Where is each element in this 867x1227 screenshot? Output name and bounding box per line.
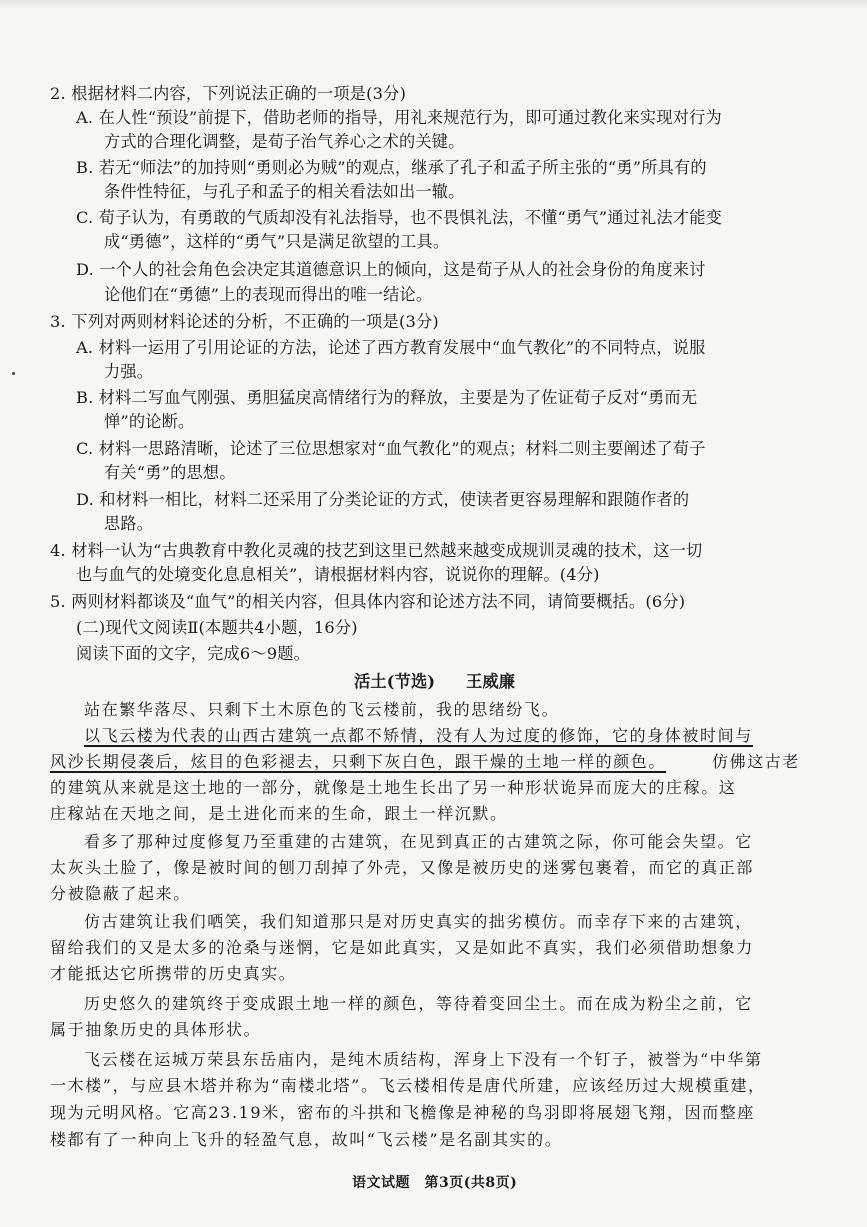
question-4-stem: 4. 材料一认为“古典教育中教化灵魂的技艺到这里已然越来越变成规训灵魂的技术，这一切 — [50, 541, 703, 560]
article-paragraph-2-line-3: 的建筑从来就是这土地的一部分，就像是土地生长出了另一种形状诡异而庞大的庄稼。这 — [50, 778, 737, 797]
article-paragraph-6-line-1: 飞云楼在运城万荣县东岳庙内，是纯木质结构，浑身上下没有一个钉子，被誉为“中华第 — [84, 1050, 763, 1069]
question-3-option-d-cont: 思路。 — [104, 514, 154, 533]
question-2-option-b-cont: 条件性特征，与孔子和孟子的相关看法如出一辙。 — [104, 182, 465, 201]
question-3-option-d: D. 和材料一相比，材料二还采用了分类论证的方式，使读者更容易理解和跟随作者的 — [76, 490, 690, 509]
article-paragraph-1: 站在繁华落尽、只剩下土木原色的飞云楼前，我的思绪纷飞。 — [84, 700, 560, 719]
question-2-option-a: A. 在人性“预设”前提下，借助老师的指导，用礼来规范行为，即可通过教化来实现对行为 — [76, 108, 722, 127]
article-paragraph-4-line-2: 留给我们的又是太多的沧桑与迷惘，它是如此真实，又是如此不真实，我们必须借助想象力 — [50, 938, 755, 957]
article-paragraph-6-line-3: 现为元明风格。它高23.19米，密布的斗拱和飞檐像是神秘的鸟羽即将展翅飞翔，因而整座 — [50, 1103, 756, 1122]
article-paragraph-3-line-3: 分被隐蔽了起来。 — [50, 884, 191, 903]
article-paragraph-2-line-1: 以飞云楼为代表的山西古建筑一点都不矫情，没有人为过度的修饰，它的身体被时间与 — [84, 726, 753, 745]
question-3-option-a: A. 材料一运用了引用论证的方法，论述了西方教育发展中“血气教化”的不同特点，说服 — [76, 338, 706, 357]
scan-speck — [12, 372, 15, 375]
question-3-option-c-cont: 有关“勇”的思想。 — [104, 463, 236, 482]
question-2-option-b: B. 若无“师法”的加持则“勇则必为贼”的观点，继承了孔子和孟子所主张的“勇”所具有的 — [76, 158, 707, 177]
article-paragraph-2-line-2-end: 仿佛这古老 — [712, 752, 801, 771]
question-2-option-d-cont: 论他们在“勇德”上的表现而得出的唯一结论。 — [104, 285, 433, 304]
article-paragraph-2-line-4: 庄稼站在天地之间，是土进化而来的生命，跟土一样沉默。 — [50, 804, 508, 823]
question-2-option-c: C. 荀子认为，有勇敢的气质却没有礼法指导，也不畏惧礼法，不懂“勇气”通过礼法才能变 — [76, 208, 722, 227]
question-3-option-b: B. 材料二写血气刚强、勇胆猛戾高情绪行为的释放，主要是为了佐证荀子反对“勇而无 — [76, 388, 698, 407]
article-paragraph-2-line-2-underlined: 风沙长期侵袭后，炫目的色彩褪去，只剩下灰白色，跟干燥的土地一样的颜色。 — [50, 752, 667, 771]
question-3-option-a-cont: 力强。 — [104, 362, 154, 381]
question-2-option-d: D. 一个人的社会角色会决定其道德意识上的倾向，这是荀子从人的社会身份的角度来讨 — [76, 260, 706, 279]
article-paragraph-4-line-3: 才能抵达它所携带的历史真实。 — [50, 964, 297, 983]
question-3-stem: 3. 下列对两则材料论述的分析，不正确的一项是(3分) — [50, 312, 439, 331]
page-footer: 语文试题 第3页(共8页) — [352, 1175, 518, 1191]
question-4-stem-cont: 也与血气的处境变化息息相关”，请根据材料内容，说说你的理解。(4分) — [76, 565, 600, 584]
question-2-stem: 2. 根据材料二内容，下列说法正确的一项是(3分) — [50, 84, 407, 103]
section-heading: (二)现代文阅读Ⅱ(本题共4小题，16分) — [76, 618, 358, 637]
question-3-option-c: C. 材料一思路清晰，论述了三位思想家对“血气教化”的观点；材料二则主要阐述了荀子 — [76, 439, 706, 458]
question-2-option-c-cont: 成“勇德”，这样的“勇气”只是满足欲望的工具。 — [104, 232, 450, 251]
article-author: 王威廉 — [466, 672, 516, 691]
article-paragraph-4-line-1: 仿古建筑让我们哂笑，我们知道那只是对历史真实的拙劣模仿。而幸存下来的古建筑， — [84, 912, 753, 931]
question-2-option-a-cont: 方式的合理化调整，是荀子治气养心之术的关键。 — [104, 132, 465, 151]
article-title: 活土(节选) — [354, 672, 436, 691]
question-3-option-b-cont: 惮”的论断。 — [104, 412, 195, 431]
article-paragraph-5-line-1: 历史悠久的建筑终于变成跟土地一样的颜色，等待着变回尘土。而在成为粉尘之前，它 — [84, 994, 753, 1013]
article-paragraph-3-line-2: 太灰头土脸了，像是被时间的刨刀刮掉了外壳，又像是被历史的迷雾包裹着，而它的真正部 — [50, 858, 755, 877]
question-5-stem: 5. 两则材料都谈及“血气”的相关内容，但具体内容和论述方法不同，请简要概括。(6分) — [50, 592, 686, 611]
article-paragraph-5-line-2: 属于抽象历史的具体形状。 — [50, 1020, 262, 1039]
section-instruction: 阅读下面的文字，完成6～9题。 — [76, 644, 311, 663]
article-paragraph-6-line-2: 一木楼”，与应县木塔并称为“南楼北塔”。飞云楼相传是唐代所建，应该经历过大规模重建， — [50, 1076, 766, 1095]
scan-edge — [0, 0, 867, 8]
article-paragraph-3-line-1: 看多了那种过度修复乃至重建的古建筑，在见到真正的古建筑之际，你可能会失望。它 — [84, 832, 753, 851]
article-paragraph-6-line-4: 楼都有了一种向上飞升的轻盈气息，故叫“飞云楼”是名副其实的。 — [50, 1130, 563, 1149]
